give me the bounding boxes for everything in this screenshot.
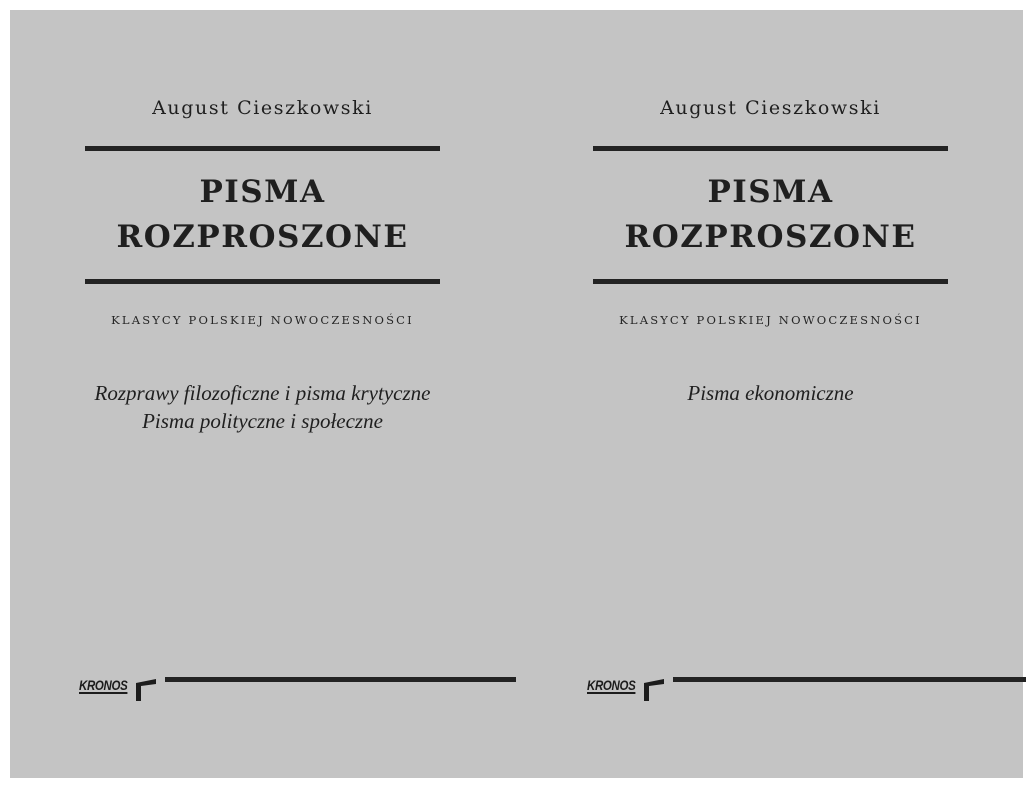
volume-subtitle <box>40 379 485 435</box>
bottom-rule <box>593 279 948 284</box>
top-rule <box>85 146 440 151</box>
title-line-1: PISMA <box>199 174 326 210</box>
title-line-1: PISMA <box>707 174 834 210</box>
book-cover-volume-2 <box>518 10 1026 778</box>
title-line-2: ROZPROSZONE <box>624 219 917 255</box>
author-name: August Cieszkowski <box>152 97 373 119</box>
book-cover-volume-1 <box>10 10 518 778</box>
logo-bracket-icon <box>136 679 158 701</box>
author-name: August Cieszkowski <box>660 97 881 119</box>
publisher-rule <box>673 677 1026 682</box>
subtitle-line-2: Pisma polityczne i społeczne <box>142 409 383 433</box>
series-name: KLASYCY POLSKIEJ NOWOCZESNOŚCI <box>111 313 414 327</box>
volume-subtitle <box>548 379 993 407</box>
top-rule <box>593 146 948 151</box>
subtitle-line-1: Pisma ekonomiczne <box>687 381 854 405</box>
publisher-name: KRONOS <box>587 677 636 693</box>
book-title <box>70 170 455 260</box>
publisher-name: KRONOS <box>79 677 128 693</box>
series-name: KLASYCY POLSKIEJ NOWOCZESNOŚCI <box>619 313 922 327</box>
logo-bracket-icon <box>644 679 666 701</box>
book-title <box>578 170 963 260</box>
book-covers-frame <box>10 10 1023 778</box>
kronos-logo <box>78 674 158 704</box>
title-line-2: ROZPROSZONE <box>116 219 409 255</box>
subtitle-line-1: Rozprawy filozoficzne i pisma krytyczne <box>94 381 431 405</box>
kronos-logo <box>586 674 666 704</box>
publisher-rule <box>165 677 516 682</box>
bottom-rule <box>85 279 440 284</box>
